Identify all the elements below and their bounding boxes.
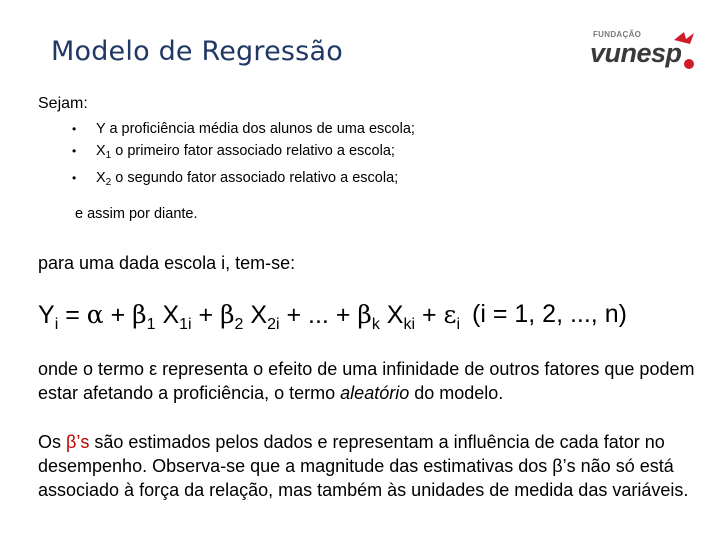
item-text: o segundo fator associado relativo a escola; xyxy=(111,170,399,186)
betas-paragraph: Os β’s são estimados pelos dados e representam a influência de cada fator no desempenho. Observa-se que a magnitude das estimativas dos β’s não só está associado à força da relação, mas também às unidades de medida das variáveis. xyxy=(38,432,689,500)
list-item xyxy=(72,167,415,194)
item-text: Y a proficiência média dos alunos de uma escola; xyxy=(96,121,415,137)
continuation-text: e assim por diante. xyxy=(75,206,198,222)
logo-fundacao-text: FUNDAÇÃO xyxy=(593,30,642,39)
list-item xyxy=(72,118,415,140)
bullet-icon: • xyxy=(72,122,77,136)
error-term-paragraph: onde o termo ε representa o efeito de uma infinidade de outros fatores que podem estar afetando a proficiência, o termo aleatório do modelo. xyxy=(38,359,695,403)
bullet-icon: • xyxy=(72,144,77,158)
item-sub: 2 xyxy=(105,177,112,188)
item-var: X xyxy=(96,170,106,186)
bullet-icon: • xyxy=(72,171,77,185)
item-var: X xyxy=(96,143,106,159)
vunesp-logo xyxy=(590,30,710,75)
lead-in-text: para uma dada escola i, tem-se: xyxy=(38,253,296,273)
list-item xyxy=(72,140,415,167)
logo-name-text: vunesp xyxy=(590,38,682,68)
regression-equation: $Y_i = \alpha + \beta_1$ $X_{1i} + \beta_2$ $X_{2i}$ + ... + $\beta_k$ $X_{ki} + \varepsilon_i$ (i = 1, 2, ..., n) xyxy=(38,300,627,333)
item-text: o primeiro fator associado relativo a escola; xyxy=(111,143,395,159)
intro-text: Sejam: xyxy=(38,95,88,112)
slide-title: Modelo de Regressão xyxy=(51,36,343,67)
index-range: (i = 1, 2, ..., n) xyxy=(472,300,627,328)
item-sub: 1 xyxy=(105,150,112,161)
logo-mark-icon xyxy=(668,30,708,72)
definition-list xyxy=(72,118,415,194)
